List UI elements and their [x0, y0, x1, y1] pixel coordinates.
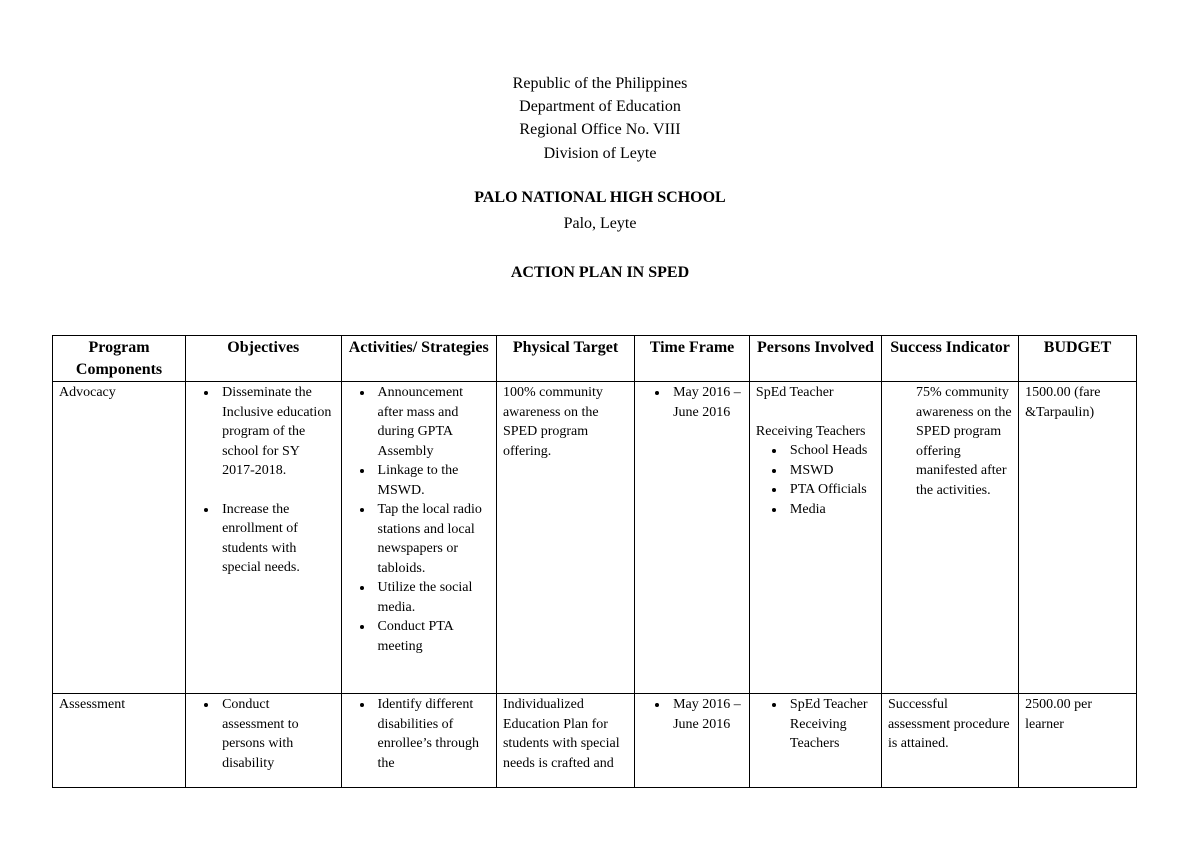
budget-cell: 1500.00 (fare &Tarpaulin) [1019, 382, 1137, 694]
physical-target-cell: Individualized Education Plan for students with special needs is crafted and [496, 694, 634, 788]
component-cell: Advocacy [53, 382, 186, 694]
header-division: Division of Leyte [543, 145, 657, 162]
activities-cell [341, 382, 496, 694]
header-department: Department of Education [519, 98, 681, 115]
objectives-cell [186, 694, 341, 788]
objective-item: • Increase the enrollment of students with special needs. [218, 500, 334, 578]
objective-item: • Disseminate the Inclusive education program of the school for SY 2017-2018. [218, 383, 334, 481]
school-name: PALO NATIONAL HIGH SCHOOL [474, 189, 726, 206]
table-row [53, 382, 1137, 694]
time-frame-cell [635, 382, 750, 694]
success-indicator-cell [881, 382, 1018, 694]
activity-item: • Identify different disabilities of enrollee’s through the [374, 695, 490, 773]
column-header: Success Indicator [881, 336, 1018, 382]
person-item: • SpEd Teacher Receiving Teachers [786, 695, 875, 754]
time-frame-item: • May 2016 – June 2016 [669, 383, 743, 422]
activity-item: • Utilize the social media. [374, 578, 490, 617]
header-regional-office: Regional Office No. VIII [519, 121, 681, 138]
persons-involved-cell [749, 382, 881, 694]
time-frame-cell [635, 694, 750, 788]
person-item: • Media [786, 500, 875, 520]
column-header: Activities/ Strategies [341, 336, 496, 382]
action-plan-table [52, 335, 1137, 788]
person-item: • School Heads [786, 441, 875, 461]
success-indicator-cell: Successful assessment procedure is attained. [881, 694, 1018, 788]
persons-intro-receiving: Receiving Teachers [755, 423, 866, 439]
table-row [53, 694, 1137, 788]
school-location: Palo, Leyte [563, 215, 637, 232]
activity-item: • Tap the local radio stations and local newspapers or tabloids. [374, 500, 490, 578]
table-header-row [53, 336, 1137, 382]
person-item: • MSWD [786, 461, 875, 481]
column-header: Program Components [53, 336, 186, 382]
persons-involved-cell [749, 694, 881, 788]
objective-item: • Conduct assessment to persons with disability [218, 695, 334, 773]
column-header: Persons Involved [749, 336, 881, 382]
column-header: Time Frame [635, 336, 750, 382]
activity-item: • Conduct PTA meeting [374, 617, 490, 656]
plan-title: ACTION PLAN IN SPED [510, 264, 690, 281]
persons-intro-sped: SpEd Teacher [755, 385, 834, 400]
activities-cell [341, 694, 496, 788]
person-item: • PTA Officials [786, 480, 875, 500]
column-header: BUDGET [1019, 336, 1137, 382]
time-frame-item: • May 2016 – June 2016 [669, 695, 743, 734]
column-header: Objectives [186, 336, 341, 382]
activity-item: • Announcement after mass and during GPTA Assembly [374, 383, 490, 461]
physical-target-cell: 100% community awareness on the SPED program offering. [496, 382, 634, 694]
header-republic: Republic of the Philippines [512, 75, 688, 92]
component-cell: Assessment [53, 694, 186, 788]
objectives-cell [186, 382, 341, 694]
budget-cell: 2500.00 per learner [1019, 694, 1137, 788]
activity-item: • Linkage to the MSWD. [374, 461, 490, 500]
column-header: Physical Target [496, 336, 634, 382]
success-indicator-text: 75% community awareness on the SPED program offering manifested after the activities. [915, 385, 1012, 498]
